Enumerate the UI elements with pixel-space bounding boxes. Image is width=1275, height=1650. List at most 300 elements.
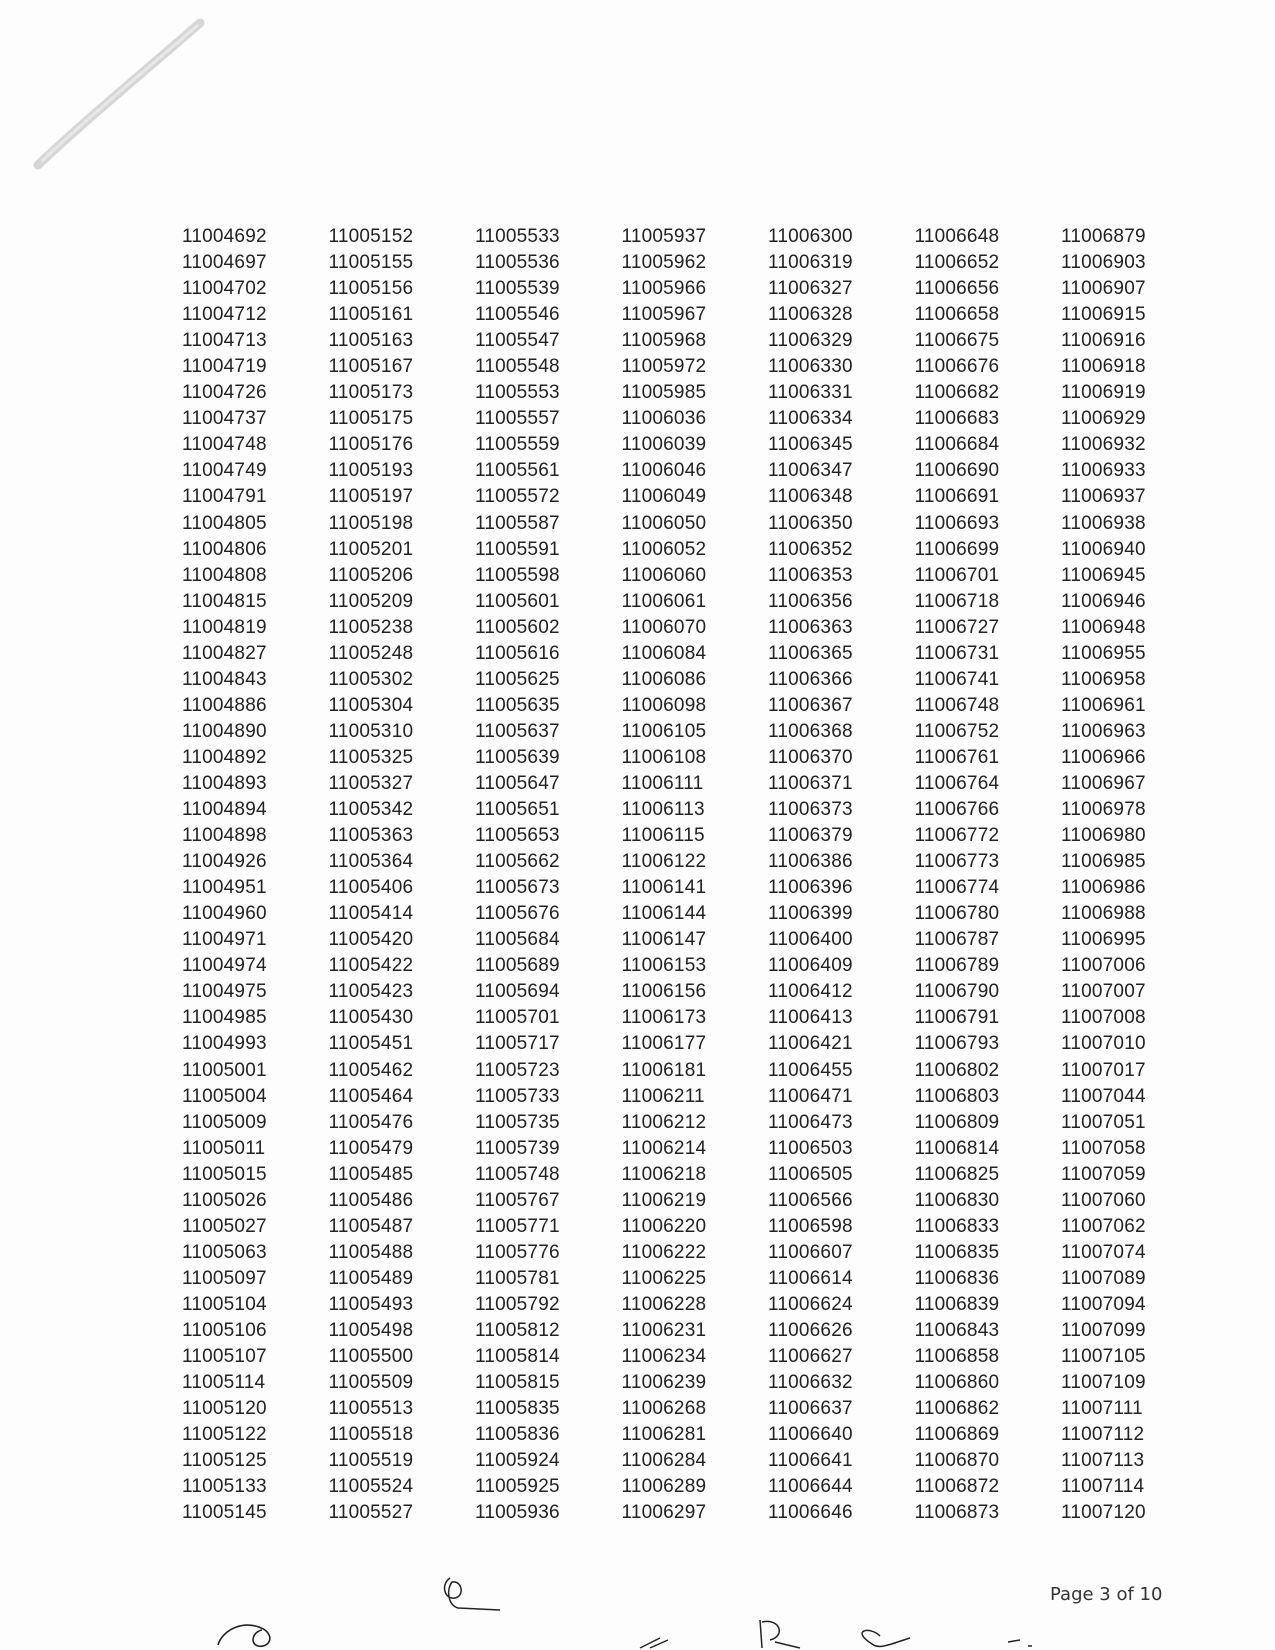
number-cell: 11005625 [475, 668, 560, 690]
number-cell: 11005451 [328, 1033, 414, 1055]
number-cell: 11006772 [914, 825, 1000, 847]
number-cell: 11006980 [1061, 825, 1146, 847]
number-cell: 11006915 [1061, 304, 1146, 326]
number-cell: 11005406 [328, 877, 414, 899]
number-cell: 11006932 [1061, 434, 1146, 456]
number-cell: 11006347 [768, 460, 853, 482]
number-cell: 11006345 [768, 434, 853, 456]
number-cell: 11005145 [182, 1502, 267, 1524]
number-cell: 11005561 [475, 460, 560, 482]
number-cell: 11006741 [914, 668, 1000, 690]
number-cell: 11004892 [182, 746, 267, 768]
number-cell: 11005197 [328, 486, 414, 508]
number-cell: 11005684 [475, 929, 560, 951]
number-cell: 11005248 [328, 642, 414, 664]
number-cell: 11006334 [768, 408, 853, 430]
number-cell: 11007099 [1061, 1319, 1146, 1341]
number-cell: 11006836 [914, 1267, 1000, 1289]
number-cell: 11006701 [914, 564, 1000, 586]
number-cell: 11005967 [621, 304, 707, 326]
number-cell: 11005527 [328, 1502, 414, 1524]
number-cell: 11006084 [621, 642, 707, 664]
number-cell: 11006350 [768, 512, 853, 534]
number-cell: 11004890 [182, 720, 267, 742]
number-cell: 11005518 [328, 1424, 414, 1446]
number-cell: 11006214 [621, 1137, 707, 1159]
number-column [768, 224, 915, 1526]
number-cell: 11007114 [1061, 1476, 1145, 1498]
number-cell: 11006937 [1061, 486, 1146, 508]
number-cell: 11006948 [1061, 616, 1146, 638]
number-cell: 11006413 [768, 1007, 853, 1029]
number-cell: 11006986 [1061, 877, 1146, 899]
number-cell: 11005198 [328, 512, 414, 534]
number-cell: 11006281 [621, 1424, 707, 1446]
number-cell: 11005539 [475, 278, 560, 300]
number-cell: 11006284 [621, 1450, 707, 1472]
number-cell: 11005925 [475, 1476, 560, 1498]
number-cell: 11007105 [1061, 1346, 1146, 1368]
number-cell: 11006049 [621, 486, 707, 508]
number-cell: 11006371 [768, 772, 853, 794]
number-cell: 11006086 [621, 668, 707, 690]
number-cell: 11007074 [1061, 1241, 1146, 1263]
number-cell: 11006356 [768, 590, 853, 612]
number-cell: 11005771 [475, 1215, 560, 1237]
number-cell: 11005001 [182, 1059, 267, 1081]
number-cell: 11004815 [182, 590, 267, 612]
number-cell: 11006761 [914, 746, 1000, 768]
number-cell: 11006060 [621, 564, 707, 586]
number-cell: 11006945 [1061, 564, 1146, 586]
number-cell: 11005601 [475, 590, 560, 612]
number-cell: 11006231 [621, 1319, 707, 1341]
number-cell: 11006566 [768, 1189, 853, 1211]
number-cell: 11005464 [328, 1085, 414, 1107]
number-cell: 11005422 [328, 955, 414, 977]
number-cell: 11005972 [621, 356, 707, 378]
number-cell: 11004713 [182, 330, 267, 352]
number-cell: 11006873 [914, 1502, 1000, 1524]
number-cell: 11005063 [182, 1241, 267, 1263]
number-cell: 11006814 [914, 1137, 1000, 1159]
number-cell: 11007044 [1061, 1085, 1146, 1107]
number-cell: 11005509 [328, 1372, 414, 1394]
number-cell: 11006918 [1061, 356, 1146, 378]
number-cell: 11006644 [768, 1476, 853, 1498]
number-cell: 11006111 [621, 772, 704, 794]
number-cell: 11006682 [914, 382, 1000, 404]
number-cell: 11006773 [914, 851, 1000, 873]
number-column [329, 224, 476, 1526]
number-cell: 11005173 [328, 382, 414, 404]
number-cell: 11006098 [621, 694, 707, 716]
number-cell: 11006399 [768, 903, 853, 925]
number-cell: 11006690 [914, 460, 1000, 482]
number-cell: 11005637 [475, 720, 560, 742]
number-cell: 11004748 [182, 434, 267, 456]
number-cell: 11005009 [182, 1111, 267, 1133]
number-cell: 11006940 [1061, 538, 1146, 560]
number-cell: 11005985 [621, 382, 707, 404]
number-cell: 11006802 [914, 1059, 1000, 1081]
number-cell: 11005812 [475, 1319, 560, 1341]
number-cell: 11006699 [914, 538, 1000, 560]
number-cell: 11006289 [621, 1476, 707, 1498]
number-cell: 11006791 [914, 1007, 1000, 1029]
number-cell: 11006239 [621, 1372, 707, 1394]
number-cell: 11005104 [182, 1293, 267, 1315]
number-cell: 11006353 [768, 564, 853, 586]
number-cell: 11005500 [328, 1346, 414, 1368]
number-cell: 11006933 [1061, 460, 1146, 482]
number-cell: 11006929 [1061, 408, 1146, 430]
number-cell: 11005776 [475, 1241, 560, 1263]
number-cell: 11005176 [328, 434, 414, 456]
number-cell: 11005152 [328, 226, 414, 247]
number-cell: 11006766 [914, 799, 1000, 821]
number-cell: 11006860 [914, 1372, 1000, 1394]
number-cell: 11006108 [621, 746, 707, 768]
number-cell: 11007008 [1061, 1007, 1146, 1029]
number-cell: 11004827 [182, 642, 267, 664]
number-cell: 11006367 [768, 694, 853, 716]
number-cell: 11006331 [768, 382, 853, 404]
number-cell: 11007112 [1061, 1424, 1145, 1446]
number-cell: 11006966 [1061, 746, 1146, 768]
number-cell: 11006978 [1061, 799, 1146, 821]
number-cell: 11006370 [768, 746, 853, 768]
number-cell: 11005653 [475, 825, 560, 847]
number-cell: 11006858 [914, 1346, 1000, 1368]
number-cell: 11005598 [475, 564, 560, 586]
number-cell: 11006365 [768, 642, 853, 664]
number-cell: 11006640 [768, 1424, 853, 1446]
number-cell: 11004985 [182, 1007, 267, 1029]
number-cell: 11006793 [914, 1033, 1000, 1055]
number-cell: 11006328 [768, 304, 853, 326]
number-column [475, 224, 622, 1526]
number-cell: 11005302 [328, 668, 414, 690]
number-cell: 11006379 [768, 825, 853, 847]
number-cell: 11005310 [328, 720, 414, 742]
number-cell: 11006916 [1061, 330, 1146, 352]
number-cell: 11007113 [1061, 1450, 1145, 1472]
number-cell: 11006327 [768, 278, 853, 300]
number-cell: 11005163 [328, 330, 414, 352]
number-cell: 11006803 [914, 1085, 1000, 1107]
number-cell: 11007007 [1061, 981, 1146, 1003]
number-cell: 11006843 [914, 1319, 1000, 1341]
number-cell: 11006787 [914, 929, 1000, 951]
number-cell: 11005161 [328, 304, 414, 326]
number-cell: 11006938 [1061, 512, 1146, 534]
number-cell: 11006835 [914, 1241, 1000, 1263]
number-cell: 11004898 [182, 825, 267, 847]
number-cell: 11006373 [768, 799, 853, 821]
number-cell: 11006789 [914, 955, 1000, 977]
number-cell: 11004993 [182, 1033, 267, 1055]
number-cell: 11005430 [328, 1007, 414, 1029]
number-cell: 11006219 [621, 1189, 707, 1211]
number-cell: 11006652 [914, 252, 1000, 274]
number-cell: 11005548 [475, 356, 560, 378]
number-cell: 11005735 [475, 1111, 560, 1133]
number-cell: 11006985 [1061, 851, 1146, 873]
number-cell: 11006046 [621, 460, 707, 482]
number-cell: 11006830 [914, 1189, 1000, 1211]
number-cell: 11006995 [1061, 929, 1146, 951]
number-cell: 11006503 [768, 1137, 853, 1159]
number-cell: 11006234 [621, 1346, 707, 1368]
number-cell: 11004806 [182, 538, 267, 560]
number-cell: 11006366 [768, 668, 853, 690]
number-cell: 11004886 [182, 694, 267, 716]
number-cell: 11005175 [328, 408, 414, 430]
number-cell: 11004712 [182, 304, 267, 326]
number-cell: 11005026 [182, 1189, 267, 1211]
number-cell: 11005363 [328, 825, 414, 847]
number-cell: 11006780 [914, 903, 1000, 925]
number-cell: 11006961 [1061, 694, 1146, 716]
number-cell: 11004808 [182, 564, 267, 586]
number-cell: 11005107 [182, 1346, 267, 1368]
number-cell: 11006505 [768, 1163, 853, 1185]
number-cell: 11005488 [328, 1241, 414, 1263]
number-cell: 11005723 [475, 1059, 560, 1081]
number-cell: 11005479 [328, 1137, 414, 1159]
number-cell: 11005557 [475, 408, 560, 430]
number-cell: 11005536 [475, 252, 560, 274]
number-cell: 11006967 [1061, 772, 1146, 794]
number-cell: 11005106 [182, 1319, 267, 1341]
number-cell: 11005011 [182, 1137, 266, 1159]
number-cell: 11006946 [1061, 590, 1146, 612]
number-cell: 11005836 [475, 1424, 560, 1446]
number-cell: 11005327 [328, 772, 414, 794]
number-cell: 11005493 [328, 1293, 414, 1315]
number-cell: 11005476 [328, 1111, 414, 1133]
number-cell: 11005635 [475, 694, 560, 716]
number-cell: 11005694 [475, 981, 560, 1003]
number-cell: 11006988 [1061, 903, 1146, 925]
number-cell: 11006752 [914, 720, 1000, 742]
number-cell: 11006648 [914, 226, 1000, 247]
number-cell: 11006598 [768, 1215, 853, 1237]
number-cell: 11006268 [621, 1398, 707, 1420]
number-cell: 11005027 [182, 1215, 267, 1237]
number-cell: 11005835 [475, 1398, 560, 1420]
number-cell: 11005748 [475, 1163, 560, 1185]
number-cell: 11004951 [182, 877, 267, 899]
number-cell: 11006177 [621, 1033, 707, 1055]
number-cell: 11006471 [768, 1085, 853, 1107]
number-cell: 11006748 [914, 694, 1000, 716]
number-cell: 11006319 [768, 252, 853, 274]
number-cell: 11005423 [328, 981, 414, 1003]
number-cell: 11005519 [328, 1450, 414, 1472]
number-cell: 11005155 [328, 252, 414, 274]
number-cell: 11006658 [914, 304, 1000, 326]
number-cell: 11005559 [475, 434, 560, 456]
number-cell: 11006727 [914, 616, 1000, 638]
number-cell: 11005097 [182, 1267, 267, 1289]
number-cell: 11005651 [475, 799, 560, 821]
number-cell: 11006153 [621, 955, 707, 977]
number-cell: 11004926 [182, 851, 267, 873]
number-cell: 11005486 [328, 1189, 414, 1211]
number-cell: 11006212 [621, 1111, 707, 1133]
number-cell: 11006825 [914, 1163, 1000, 1185]
number-cell: 11004791 [182, 486, 267, 508]
number-cell: 11006607 [768, 1241, 853, 1263]
number-cell: 11006919 [1061, 382, 1146, 404]
number-cell: 11006409 [768, 955, 853, 977]
number-cell: 11005193 [328, 460, 414, 482]
number-cell: 11005792 [475, 1293, 560, 1315]
number-cell: 11005201 [328, 538, 414, 560]
number-cell: 11006869 [914, 1424, 1000, 1446]
number-cell: 11006675 [914, 330, 1000, 352]
number-cell: 11005206 [328, 564, 414, 586]
number-cell: 11005962 [621, 252, 707, 274]
number-cell: 11005156 [328, 278, 414, 300]
number-cell: 11005304 [328, 694, 414, 716]
number-cell: 11005325 [328, 746, 414, 768]
number-cell: 11006222 [621, 1241, 707, 1263]
number-cell: 11006637 [768, 1398, 853, 1420]
number-cell: 11004893 [182, 772, 267, 794]
number-cell: 11005602 [475, 616, 560, 638]
number-cell: 11006718 [914, 590, 1000, 612]
number-cell: 11007059 [1061, 1163, 1146, 1185]
number-cell: 11004702 [182, 278, 267, 300]
number-cell: 11006220 [621, 1215, 707, 1237]
number-cell: 11005122 [182, 1424, 267, 1446]
number-cell: 11006181 [621, 1059, 707, 1081]
number-cell: 11006683 [914, 408, 1000, 430]
number-cell: 11005513 [328, 1398, 414, 1420]
number-cell: 11007094 [1061, 1293, 1146, 1315]
number-cell: 11005587 [475, 512, 560, 534]
number-cell: 11006173 [621, 1007, 707, 1029]
number-cell: 11006455 [768, 1059, 853, 1081]
number-cell: 11005114 [182, 1372, 266, 1394]
number-cell: 11005547 [475, 330, 560, 352]
number-cell: 11006141 [621, 877, 707, 899]
number-cell: 11005125 [182, 1450, 267, 1472]
number-cell: 11007058 [1061, 1137, 1146, 1159]
page-number: Page 3 of 10 [1050, 1584, 1163, 1605]
number-cell: 11005572 [475, 486, 560, 508]
number-cell: 11006352 [768, 538, 853, 560]
number-cell: 11006963 [1061, 720, 1146, 742]
number-cell: 11005553 [475, 382, 560, 404]
number-column [1061, 224, 1208, 1526]
number-cell: 11005524 [328, 1476, 414, 1498]
number-cell: 11004894 [182, 799, 267, 821]
number-cell: 11006693 [914, 512, 1000, 534]
number-cell: 11006879 [1061, 226, 1146, 247]
number-cell: 11006297 [621, 1502, 707, 1524]
number-cell: 11004697 [182, 252, 267, 274]
number-cell: 11005591 [475, 538, 560, 560]
number-cell: 11005924 [475, 1450, 560, 1472]
number-cell: 11004819 [182, 616, 267, 638]
number-cell: 11006122 [621, 851, 707, 873]
number-cell: 11005936 [475, 1502, 560, 1524]
number-cell: 11005767 [475, 1189, 560, 1211]
number-cell: 11006774 [914, 877, 1000, 899]
number-cell: 11006396 [768, 877, 853, 899]
number-cell: 11006228 [621, 1293, 707, 1315]
number-cell: 11007109 [1061, 1372, 1146, 1394]
number-cell: 11005717 [475, 1033, 560, 1055]
number-cell: 11006412 [768, 981, 853, 1003]
number-cell: 11005616 [475, 642, 560, 664]
number-cell: 11005968 [621, 330, 707, 352]
number-cell: 11006115 [621, 825, 705, 847]
number-cell: 11006626 [768, 1319, 853, 1341]
number-cell: 11004749 [182, 460, 267, 482]
number-cell: 11005781 [475, 1267, 560, 1289]
number-cell: 11004719 [182, 356, 267, 378]
number-cell: 11006656 [914, 278, 1000, 300]
number-cell: 11004843 [182, 668, 267, 690]
number-cell: 11006790 [914, 981, 1000, 1003]
number-cell: 11006627 [768, 1346, 853, 1368]
number-table [182, 224, 1172, 1526]
number-cell: 11005209 [328, 590, 414, 612]
number-cell: 11005004 [182, 1085, 267, 1107]
number-cell: 11006036 [621, 408, 707, 430]
number-cell: 11005546 [475, 304, 560, 326]
number-cell: 11007062 [1061, 1215, 1146, 1237]
number-cell: 11005238 [328, 616, 414, 638]
number-cell: 11007089 [1061, 1267, 1146, 1289]
number-cell: 11007010 [1061, 1033, 1146, 1055]
number-cell: 11005673 [475, 877, 560, 899]
number-cell: 11004960 [182, 903, 267, 925]
number-cell: 11006300 [768, 226, 853, 247]
number-cell: 11005937 [621, 226, 707, 247]
number-cell: 11006113 [621, 799, 705, 821]
number-cell: 11004737 [182, 408, 267, 430]
number-cell: 11006646 [768, 1502, 853, 1524]
number-cell: 11005533 [475, 226, 560, 247]
number-cell: 11006676 [914, 356, 1000, 378]
number-cell: 11005364 [328, 851, 414, 873]
number-cell: 11005647 [475, 772, 560, 794]
number-cell: 11004805 [182, 512, 267, 534]
number-cell: 11007060 [1061, 1189, 1146, 1211]
number-cell: 11006958 [1061, 668, 1146, 690]
number-cell: 11006211 [621, 1085, 705, 1107]
number-cell: 11006833 [914, 1215, 1000, 1237]
number-cell: 11006473 [768, 1111, 853, 1133]
number-cell: 11006156 [621, 981, 707, 1003]
number-cell: 11004974 [182, 955, 267, 977]
number-cell: 11006363 [768, 616, 853, 638]
number-cell: 11004726 [182, 382, 267, 404]
number-cell: 11006872 [914, 1476, 1000, 1498]
number-cell: 11005414 [328, 903, 414, 925]
number-cell: 11007006 [1061, 955, 1146, 977]
number-cell: 11005015 [182, 1163, 267, 1185]
number-cell: 11005966 [621, 278, 707, 300]
number-cell: 11007111 [1061, 1398, 1143, 1420]
number-cell: 11006070 [621, 616, 707, 638]
